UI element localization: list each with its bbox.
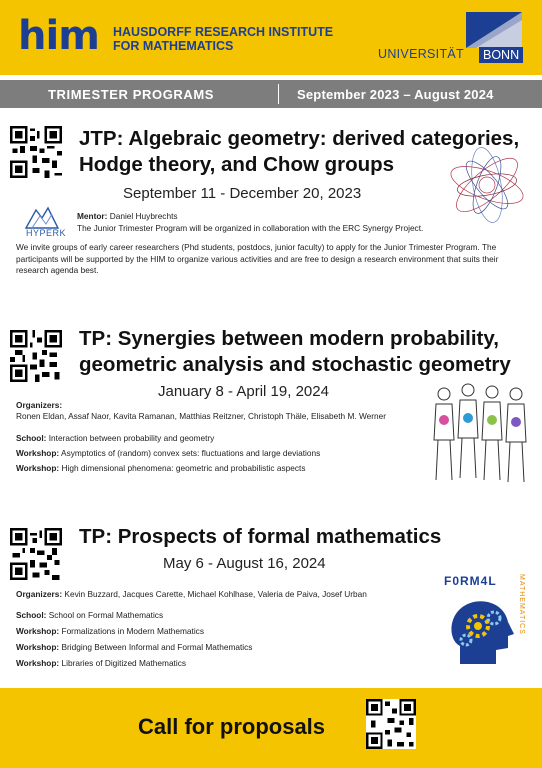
trimester-programs-label: TRIMESTER PROGRAMS — [48, 87, 215, 102]
event-label: Workshop: — [16, 658, 60, 668]
event-label: School: — [16, 610, 47, 620]
program-1-title-line2: Hodge theory, and Chow groups — [79, 153, 395, 176]
program-2-event — [16, 433, 214, 444]
university-emblem-icon — [466, 12, 522, 48]
mentor-name: Daniel Huybrechts — [109, 211, 178, 221]
program-2-organizers-label — [16, 400, 62, 411]
university-city: BONN — [479, 47, 523, 63]
event-text: Asymptotics of (random) convex sets: fluctuations and large deviations — [61, 448, 321, 458]
program-1-description: We invite groups of early career researchers (Phd students, postdocs, junior faculty) to apply for the Junior Trimester Program. The participants will be supported by the HIM to organize various activities and are free to design a research environment that suits their research agenda best. — [16, 242, 499, 275]
qr-code-icon[interactable] — [10, 330, 62, 382]
algebraic-surface-illustration-icon — [442, 140, 532, 230]
program-3-event — [16, 626, 204, 637]
program-2-dates: January 8 - April 19, 2024 — [158, 383, 329, 400]
qr-code-icon[interactable] — [10, 126, 62, 178]
researchers-illustration-icon — [426, 380, 534, 488]
call-for-proposals: Call for proposals — [138, 714, 326, 739]
institute-name-line2: FOR MATHEMATICS — [113, 39, 234, 53]
university-label: UNIVERSITÄT — [378, 47, 464, 61]
event-text: Libraries of Digitized Mathematics — [61, 658, 187, 668]
formal-math-logo — [440, 570, 530, 670]
formal-math-logo-text: F0RM4L — [444, 574, 497, 588]
event-text: School on Formal Mathematics — [48, 610, 164, 620]
event-text: Bridging Between Informal and Formal Mathematics — [61, 642, 253, 652]
program-3-dates: May 6 - August 16, 2024 — [163, 555, 326, 572]
event-label: Workshop: — [16, 626, 60, 636]
event-text: Interaction between probability and geometry — [48, 433, 215, 443]
event-label: School: — [16, 433, 47, 443]
university-name — [378, 47, 524, 63]
program-1-mentor — [77, 211, 178, 222]
program-2-event — [16, 463, 305, 474]
program-3-event — [16, 610, 163, 621]
organizers-label: Organizers: — [16, 589, 63, 599]
him-logo: him — [18, 13, 99, 59]
institute-name — [113, 25, 333, 53]
program-1-title-line1: JTP: Algebraic geometry: derived categories, — [79, 127, 520, 150]
event-text: High dimensional phenomena: geometric and probabilistic aspects — [61, 463, 306, 473]
qr-code-icon[interactable] — [366, 699, 416, 749]
formal-math-logo-side-text: MATHEMATICS — [518, 574, 525, 635]
event-label: Workshop: — [16, 448, 60, 458]
head-gears-icon — [442, 590, 522, 670]
bar-divider — [278, 84, 279, 104]
program-3-organizers — [16, 589, 367, 600]
program-2-organizers: Ronen Eldan, Assaf Naor, Kavita Ramanan, Matthias Reitzner, Christoph Thäle, Elisabeth M. Werner — [16, 411, 387, 421]
event-label: Workshop: — [16, 463, 60, 473]
header-banner — [0, 0, 542, 75]
trimester-bar — [0, 80, 542, 108]
program-2-title-line1: TP: Synergies between modern probability, — [79, 327, 499, 350]
event-text: Formalizations in Modern Mathematics — [61, 626, 204, 636]
hyperk-logo-icon — [16, 206, 68, 230]
program-3-title-line1: TP: Prospects of formal mathematics — [79, 525, 442, 548]
event-label: Workshop: — [16, 642, 60, 652]
hyperk-logo-text: HYPERK — [26, 228, 67, 238]
organizers-label: Organizers: — [16, 400, 63, 410]
program-2-title — [79, 326, 511, 378]
institute-name-line1: HAUSDORFF RESEARCH INSTITUTE — [113, 25, 334, 39]
program-2-title-line2: geometric analysis and stochastic geometry — [79, 353, 511, 376]
program-1-dates: September 11 - December 20, 2023 — [123, 185, 362, 202]
mentor-label: Mentor: — [77, 211, 108, 221]
program-1-note: The Junior Trimester Program will be organized in collaboration with the ERC Synergy Project. — [77, 223, 424, 233]
program-3-title — [79, 524, 441, 550]
organizers-names: Kevin Buzzard, Jacques Carette, Michael Kohlhase, Valeria de Paiva, Josef Urban — [64, 589, 367, 599]
program-3-event — [16, 642, 252, 653]
period-label: September 2023 – August 2024 — [297, 87, 494, 102]
program-2-event — [16, 448, 320, 459]
program-3-event — [16, 658, 186, 669]
qr-code-icon[interactable] — [10, 528, 62, 580]
footer-banner — [0, 688, 542, 768]
hyperk-logo — [16, 206, 68, 238]
